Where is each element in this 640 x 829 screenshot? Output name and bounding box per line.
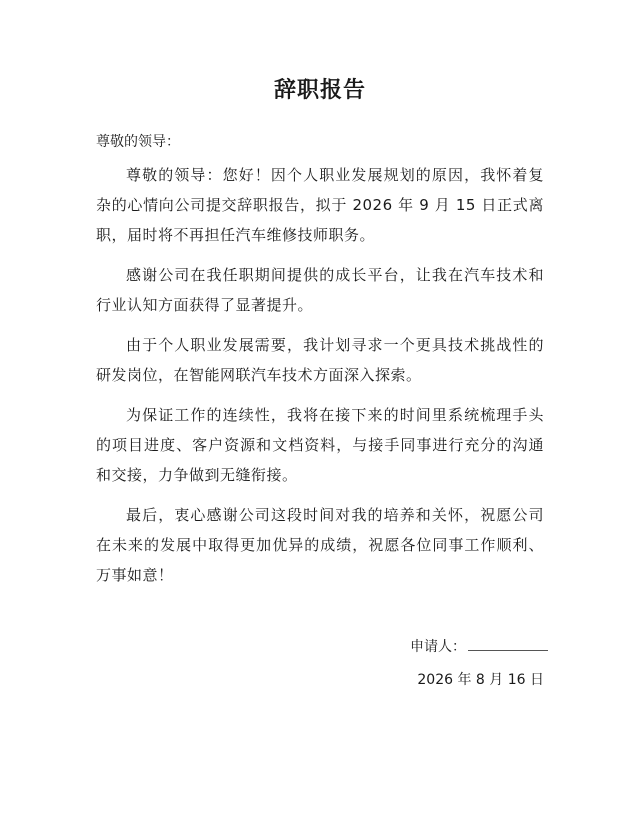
paragraph-reason: 由于个人职业发展需要，我计划寻求一个更具技术挑战性的研发岗位，在智能网联汽车技术方面深入探索。 [96,336,544,384]
paragraph-handover: 为保证工作的连续性，我将在接下来的时间里系统梳理手头的项目进度、客户资源和文档资料，与接手同事进行充分的沟通和交接，力争做到无缝衔接。 [96,406,544,484]
applicant-label: 申请人： [410,639,466,655]
signature-block [410,636,548,657]
signature-line [468,636,548,651]
paragraph-greeting: 尊敬的领导：您好！因个人职业发展规划的原因，我怀着复杂的心情向公司提交辞职报告，拟于 2026 年 9 月 15 日正式离职，届时将不再担任汽车维修技师职务。 [96,166,544,244]
salutation: 尊敬的领导： [96,134,180,150]
document-title: 辞职报告 [273,78,366,103]
paragraph-thanks: 感谢公司在我任职期间提供的成长平台，让我在汽车技术和行业认知方面获得了显著提升。 [96,266,544,314]
letter-body [96,160,544,600]
paragraph-closing: 最后，衷心感谢公司这段时间对我的培养和关怀，祝愿公司在未来的发展中取得更加优异的成绩，祝愿各位同事工作顺利、万事如意！ [96,506,544,584]
letter-date: 2026 年 8 月 16 日 [417,672,544,688]
